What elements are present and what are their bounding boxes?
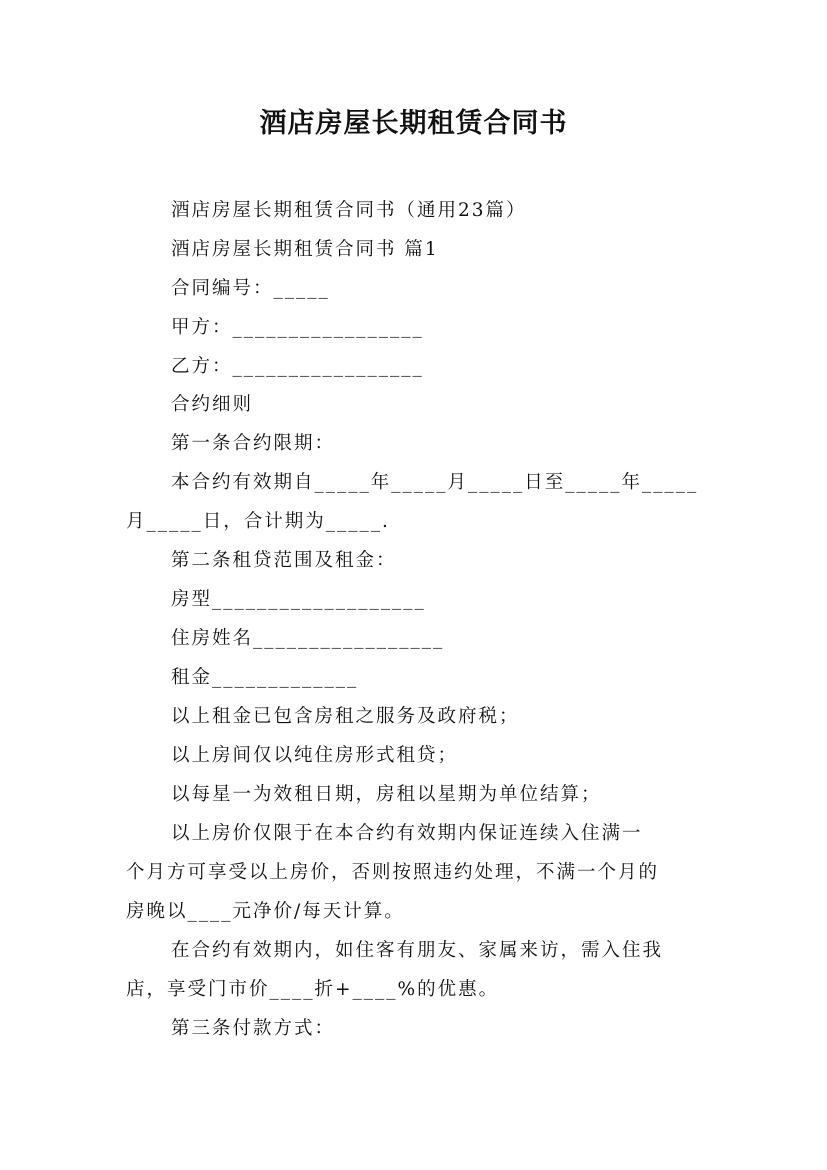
subtitle-line: 酒店房屋长期租赁合同书（通用23篇） — [171, 200, 527, 221]
paragraph-line: 店，享受门市价____折+____%的优惠。 — [126, 979, 500, 1000]
terms-heading: 合约细则 — [171, 394, 254, 415]
paragraph-line: 以上房间仅以纯住房形式租贷； — [171, 745, 459, 766]
party-a-line: 甲方：_________________ — [171, 317, 424, 338]
paragraph-line: 以每星一为效租日期，房租以星期为单位结算； — [171, 784, 602, 805]
section-heading: 酒店房屋长期租赁合同书 篇1 — [171, 239, 439, 260]
room-type-line: 房型___________________ — [171, 589, 426, 610]
article-one-heading: 第一条合约限期： — [171, 433, 336, 454]
paragraph-line: 本合约有效期自_____年_____月_____日至_____年_____ — [171, 472, 699, 493]
paragraph-line: 在合约有效期内，如住客有朋友、家属来访，需入住我 — [171, 940, 664, 961]
paragraph-line: 月_____日，合计期为_____. — [126, 511, 390, 532]
paragraph-line: 以上租金已包含房租之服务及政府税； — [171, 706, 520, 727]
guest-name-line: 住房姓名_________________ — [171, 628, 445, 649]
article-three-heading: 第三条付款方式： — [171, 1018, 336, 1039]
paragraph-line: 房晚以____元净价/每天计算。 — [126, 901, 405, 922]
article-two-heading: 第二条租贷范围及租金： — [171, 550, 397, 571]
rent-line: 租金_____________ — [171, 667, 359, 688]
paragraph-line: 个月方可享受以上房价，否则按照违约处理，不满一个月的 — [126, 862, 660, 883]
party-b-line: 乙方：_________________ — [171, 356, 424, 377]
contract-number-line: 合同编号：_____ — [171, 278, 330, 299]
paragraph-line: 以上房价仅限于在本合约有效期内保证连续入住满一 — [171, 823, 643, 844]
document-title: 酒店房屋长期租赁合同书 — [259, 108, 568, 139]
